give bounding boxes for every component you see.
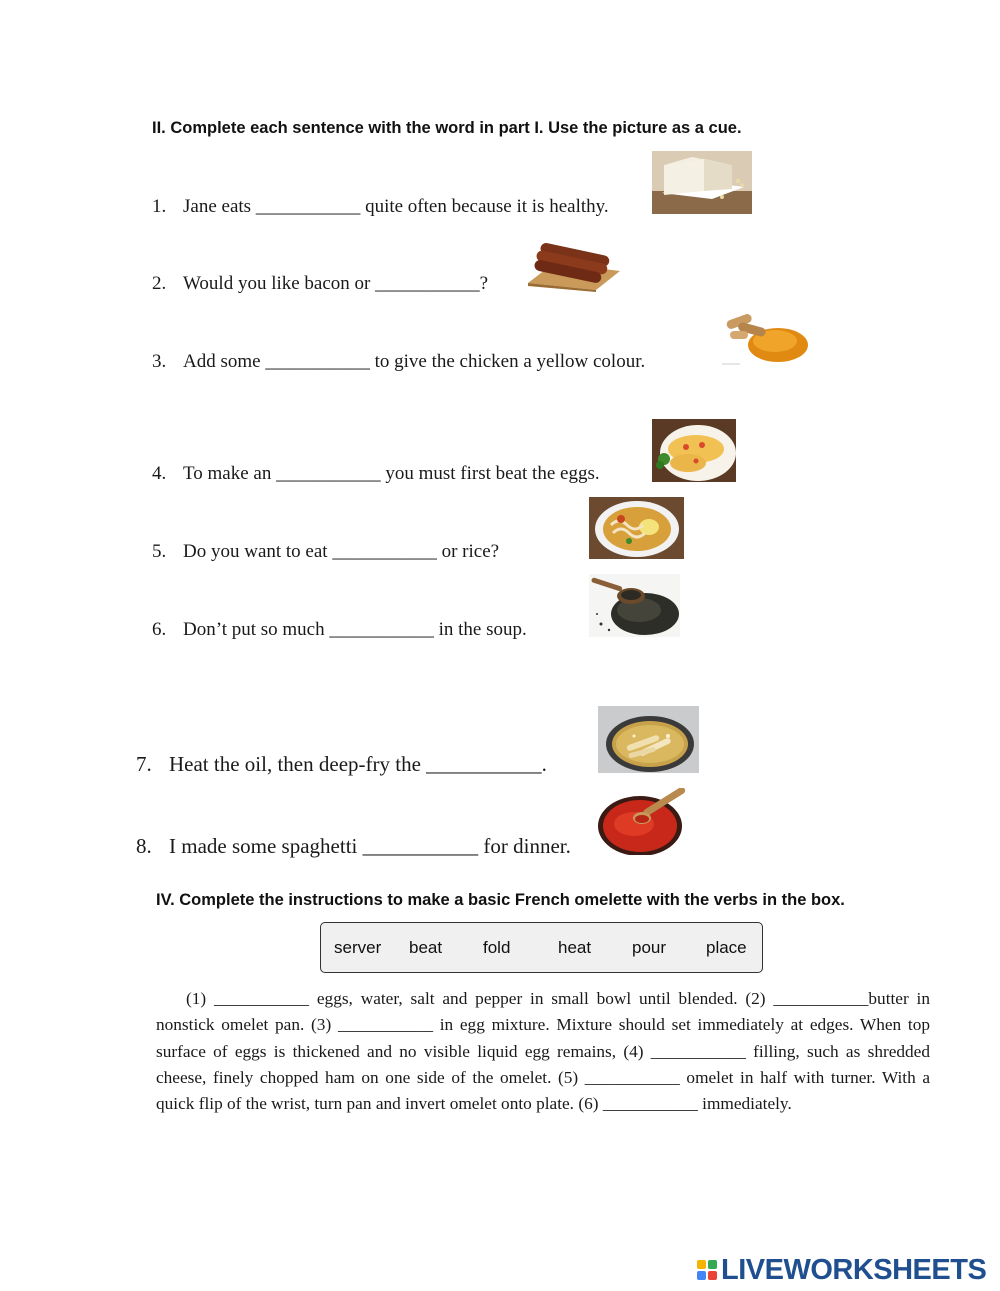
question-4: [152, 463, 600, 485]
question-number: 4.: [152, 463, 167, 484]
question-text-after: in the soup.: [433, 619, 527, 640]
question-2: [152, 273, 488, 295]
tofu-image: [652, 151, 752, 214]
answer-blank-2[interactable]: ___________: [375, 273, 480, 294]
instruction-blank-4[interactable]: ___________: [650, 1041, 746, 1061]
question-text-after: you must first beat the eggs.: [380, 463, 600, 484]
tomato-sauce-image: [598, 788, 689, 855]
logo-square: [697, 1260, 706, 1269]
question-5: [152, 541, 499, 563]
word-fold: fold: [483, 938, 511, 957]
paragraph-text: omelet in half with turner. With a quick flip of the wrist, turn pan and invert omelet onto plate. (6): [156, 1067, 930, 1114]
question-text-before: Would you like bacon or: [183, 273, 376, 294]
instruction-blank-1[interactable]: ___________: [214, 989, 310, 1008]
instruction-blank-2[interactable]: ___________: [773, 989, 869, 1008]
word-pour: pour: [632, 938, 667, 957]
question-text-before: Do you want to eat: [183, 541, 333, 562]
question-text-before: Heat the oil, then deep-fry the: [169, 752, 427, 776]
paragraph-text: butter in nonstick omelet pan. (3): [156, 989, 930, 1035]
question-number: 6.: [152, 619, 167, 640]
question-number: 7.: [136, 752, 152, 776]
omelette-instructions: [156, 986, 930, 1117]
instruction-blank-3[interactable]: ___________: [337, 1015, 433, 1035]
answer-blank-1[interactable]: ___________: [255, 196, 361, 217]
logo-square: [697, 1271, 706, 1280]
question-number: 3.: [152, 351, 167, 372]
question-text-after: to give the chicken a yellow colour.: [369, 351, 646, 372]
logo-text: LIVEWORKSHEETS: [721, 1253, 987, 1286]
logo-mark-icon: [697, 1260, 717, 1280]
question-1: [152, 196, 609, 218]
question-text-before: To make an: [183, 463, 277, 484]
logo-square: [708, 1260, 717, 1269]
question-text-after: quite often because it is healthy.: [360, 196, 609, 217]
word-place: place: [706, 938, 747, 957]
question-text-after: or rice?: [436, 541, 500, 562]
liveworksheets-logo: [697, 1254, 986, 1286]
question-number: 5.: [152, 541, 167, 562]
question-number: 1.: [152, 196, 167, 217]
section-2-heading: II. Complete each sentence with the word in part I. Use the picture as a cue.: [152, 119, 742, 137]
answer-blank-5[interactable]: ___________: [332, 541, 437, 562]
question-6: [152, 619, 527, 641]
question-3: [152, 351, 645, 373]
sausages-image: [526, 241, 621, 292]
paragraph-text: filling, such as shredded cheese, finely chopped ham on one side of the omelet. (5): [156, 1041, 930, 1087]
answer-blank-6[interactable]: ___________: [329, 619, 434, 640]
omelette-image: [652, 419, 736, 482]
paragraph-text: eggs, water, salt and pepper in small bowl until blended. (2): [309, 989, 774, 1008]
word-server: server: [334, 938, 382, 957]
instruction-blank-5[interactable]: ___________: [584, 1067, 680, 1087]
question-number: 8.: [136, 834, 152, 858]
noodle-soup-image: [589, 497, 684, 559]
pepper-image: [589, 574, 680, 637]
answer-blank-3[interactable]: ___________: [265, 351, 370, 372]
question-number: 2.: [152, 273, 167, 294]
question-text-after: for dinner.: [478, 834, 571, 858]
word-heat: heat: [558, 938, 592, 957]
answer-blank-7[interactable]: ___________: [426, 752, 542, 776]
answer-blank-4[interactable]: ___________: [276, 463, 381, 484]
paragraph-text: in egg mixture. Mixture should set immediately at edges. When top surface of eggs is thickened and no visible liquid egg remains, (4): [156, 1015, 930, 1061]
question-text-before: I made some spaghetti: [169, 834, 363, 858]
word-beat: beat: [409, 938, 443, 957]
question-text-after: .: [541, 752, 547, 776]
question-text-after: ?: [479, 273, 489, 294]
paragraph-text: immediately.: [697, 1094, 792, 1114]
question-8: [136, 834, 571, 859]
answer-blank-8[interactable]: ___________: [362, 834, 479, 858]
word-box: [320, 922, 763, 973]
logo-square: [708, 1271, 717, 1280]
instruction-blank-6[interactable]: ___________: [602, 1094, 698, 1114]
turmeric-image: [720, 307, 810, 367]
question-text-before: Jane eats: [183, 196, 256, 217]
section-4-heading: IV. Complete the instructions to make a basic French omelette with the verbs in the box.: [156, 891, 845, 909]
question-text-before: Add some: [183, 351, 266, 372]
question-text-before: Don’t put so much: [183, 619, 330, 640]
question-7: [136, 752, 547, 777]
frying-pan-image: [598, 706, 699, 773]
paragraph-text: (1): [186, 989, 214, 1008]
